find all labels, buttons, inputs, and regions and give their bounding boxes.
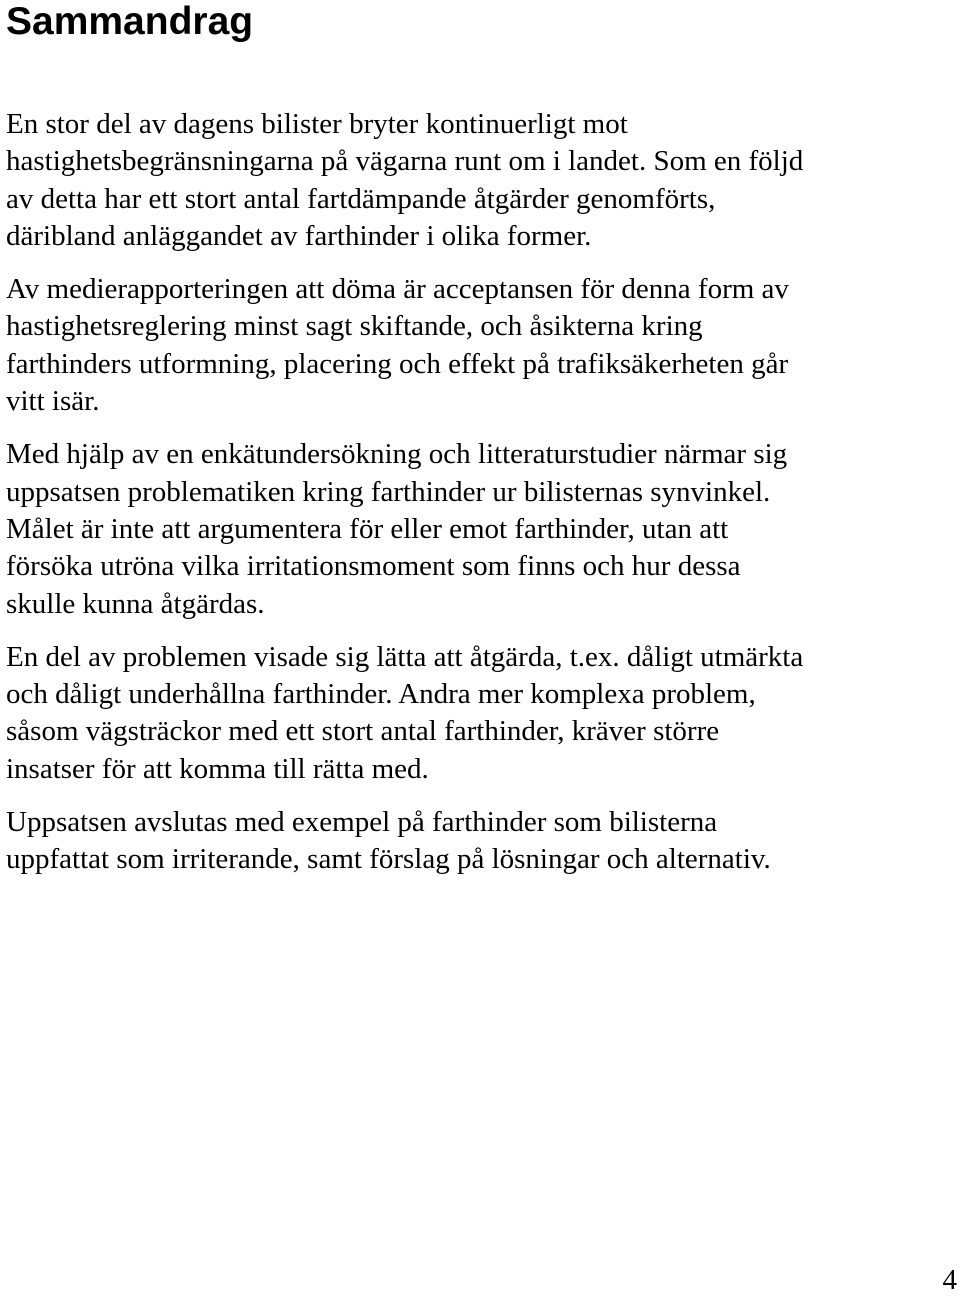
paragraph-line: och dåligt underhållna farthinder. Andra mer komplexa problem, <box>6 678 756 711</box>
paragraph-line: En stor del av dagens bilister bryter kontinuerligt mot <box>6 108 628 140</box>
paragraph-line: hastighetsbegränsningarna på vägarna runt om i landet. Som en följd <box>6 145 804 178</box>
paragraph-line: skulle kunna åtgärdas. <box>6 587 265 620</box>
paragraph-line: insatser för att komma till rätta med. <box>6 752 429 785</box>
paragraph-line: Med hjälp av en enkätundersökning och litteraturstudier närmar sig <box>6 438 788 471</box>
paragraph-line: uppfattat som irriterande, samt förslag på lösningar och alternativ. <box>6 843 771 876</box>
paragraph-line: av detta har ett stort antal fartdämpande åtgärder genomförts, <box>6 182 716 215</box>
paragraph-1 <box>6 106 946 255</box>
paragraph-3 <box>6 436 946 622</box>
paragraph-line: försöka utröna vilka irritationsmoment som finns och hur dessa <box>6 550 741 583</box>
paragraph-4 <box>6 639 946 788</box>
page-number: 4 <box>942 1264 957 1296</box>
summary-body <box>6 106 946 895</box>
paragraph-line: Målet är inte att argumentera för eller emot farthinder, utan att <box>6 512 729 545</box>
paragraph-line: farthinders utformning, placering och effekt på trafiksäkerheten går <box>6 347 789 380</box>
paragraph-line: Uppsatsen avslutas med exempel på farthinder som bilisterna <box>6 806 718 839</box>
paragraph-5 <box>6 804 946 879</box>
page-heading: Sammandrag <box>6 0 254 43</box>
paragraph-line: uppsatsen problematiken kring farthinder ur bilisternas synvinkel. <box>6 475 771 508</box>
paragraph-line: vitt isär. <box>6 385 100 418</box>
paragraph-line: Av medierapporteringen att döma är acceptansen för denna form av <box>6 273 789 306</box>
paragraph-line: En del av problemen visade sig lätta att åtgärda, t.ex. dåligt utmärkta <box>6 640 804 673</box>
paragraph-2 <box>6 271 946 420</box>
paragraph-line: däribland anläggandet av farthinder i olika former. <box>6 219 592 252</box>
paragraph-line: hastighetsreglering minst sagt skiftande, och åsikterna kring <box>6 310 703 343</box>
paragraph-line: såsom vägsträckor med ett stort antal farthinder, kräver större <box>6 715 720 748</box>
